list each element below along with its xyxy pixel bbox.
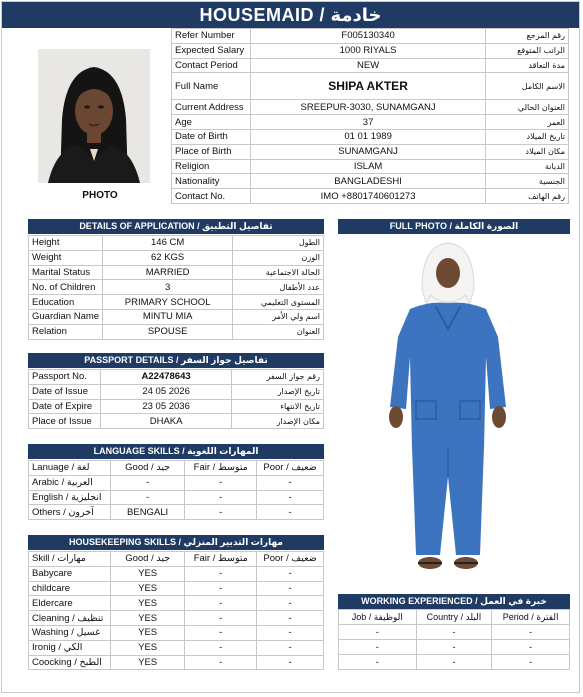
full-photo-heading: FULL PHOTO / الصورة الكاملة — [338, 219, 570, 234]
label-ar: العنوان الحالي — [486, 100, 569, 115]
table-row — [29, 655, 324, 670]
table-row — [29, 309, 324, 324]
cell: - — [339, 625, 417, 640]
full-body-photo — [338, 237, 570, 587]
cell: - — [257, 611, 324, 626]
cell: - — [257, 505, 324, 520]
column-header: Poor / ضعيف — [257, 461, 324, 476]
cell: - — [110, 475, 184, 490]
table-row — [29, 280, 324, 295]
photo-label: PHOTO — [82, 190, 118, 201]
cell: YES — [110, 581, 184, 596]
label-ar: مدة التعاقد — [486, 58, 569, 73]
label-ar: العمر — [486, 115, 569, 130]
table-row — [29, 265, 324, 280]
value: 23 05 2036 — [100, 399, 231, 414]
table-row — [29, 414, 324, 429]
table-row — [29, 236, 324, 251]
work-heading: WORKING EXPERIENCED / خبرة في العمل — [338, 594, 570, 609]
column-header: Good / جيد — [110, 552, 184, 567]
skill-name: Babycare — [29, 566, 111, 581]
table-header-row — [29, 552, 324, 567]
skill-name: childcare — [29, 581, 111, 596]
passport-photo — [38, 49, 150, 183]
cell: BENGALI — [110, 505, 184, 520]
label-ar: الطول — [233, 236, 324, 251]
table-row — [29, 596, 324, 611]
table-header-row — [29, 461, 324, 476]
skill-name: Eldercare — [29, 596, 111, 611]
value: 1000 RIYALS — [250, 43, 485, 58]
value: MARRIED — [103, 265, 233, 280]
cell: - — [492, 640, 570, 655]
label-ar: العنوان — [233, 324, 324, 339]
cell: YES — [110, 566, 184, 581]
table-row — [29, 490, 324, 505]
cell: - — [257, 655, 324, 670]
cell: - — [185, 475, 257, 490]
value: 01 01 1989 — [250, 129, 485, 144]
cell: - — [257, 640, 324, 655]
column-header: Poor / ضعيف — [257, 552, 324, 567]
table-row — [29, 384, 324, 399]
housekeeping-heading: HOUSEKEEPING SKILLS / مهارات التدبير المنزلي — [28, 535, 324, 550]
cell: - — [185, 505, 257, 520]
label: Date of Expire — [29, 399, 101, 414]
label-ar: تاريخ الميلاد — [486, 129, 569, 144]
table-row — [29, 640, 324, 655]
column-header: Good / جيد — [110, 461, 184, 476]
value: IMO +8801740601273 — [250, 189, 485, 204]
value: 37 — [250, 115, 485, 130]
profile-row-refer — [172, 29, 569, 44]
table-row — [29, 295, 324, 310]
value: 24 05 2026 — [100, 384, 231, 399]
label: Contact No. — [172, 189, 251, 204]
skill-name: Washing / غسيل — [29, 625, 111, 640]
label: Guardian Name — [29, 309, 103, 324]
cell: - — [185, 581, 257, 596]
cell: - — [416, 640, 492, 655]
skill-name: Ironig / الكي — [29, 640, 111, 655]
passport-number: A22478643 — [100, 370, 231, 385]
cell: - — [110, 490, 184, 505]
label-ar: رقم الهاتف — [486, 189, 569, 204]
language-name: English / انجليزية — [29, 490, 111, 505]
table-row — [339, 625, 570, 640]
passport-heading: PASSPORT DETAILS / تفاصيل جواز السفر — [28, 353, 324, 368]
label-ar: تاريخ الانتهاء — [232, 399, 324, 414]
label: Relation — [29, 324, 103, 339]
table-row — [29, 370, 324, 385]
label: Full Name — [172, 73, 251, 100]
label: Refer Number — [172, 29, 251, 44]
value: F005130340 — [250, 29, 485, 44]
cell: - — [257, 490, 324, 505]
value: SPOUSE — [103, 324, 233, 339]
label-ar: الحالة الاجتماعية — [233, 265, 324, 280]
profile-row-salary — [172, 43, 569, 58]
cell: YES — [110, 611, 184, 626]
cell: YES — [110, 625, 184, 640]
column-header: Period / الفترة — [492, 610, 570, 625]
value: SUNAMGANJ — [250, 144, 485, 159]
label-ar: رقم جواز السفر — [232, 370, 324, 385]
label: Education — [29, 295, 103, 310]
label: Weight — [29, 250, 103, 265]
label: Height — [29, 236, 103, 251]
cell: - — [339, 655, 417, 670]
profile-row-address — [172, 100, 569, 115]
column-header: Lanuage / لغة — [29, 461, 111, 476]
housekeeping-table — [28, 551, 324, 670]
label-ar: الجنسية — [486, 174, 569, 189]
cell: - — [492, 655, 570, 670]
cell: - — [185, 655, 257, 670]
cell: YES — [110, 596, 184, 611]
label: Place of Birth — [172, 144, 251, 159]
label-ar: الاسم الكامل — [486, 73, 569, 100]
value: BANGLADESHI — [250, 174, 485, 189]
value: SREEPUR-3030, SUNAMGANJ — [250, 100, 485, 115]
table-row — [29, 625, 324, 640]
table-row — [29, 324, 324, 339]
profile-row-dob — [172, 129, 569, 144]
cell: - — [185, 611, 257, 626]
label-ar: تاريخ الإصدار — [232, 384, 324, 399]
label: Contact Period — [172, 58, 251, 73]
label: Current Address — [172, 100, 251, 115]
profile-table — [171, 28, 569, 204]
column-header: Fair / متوسط — [185, 461, 257, 476]
label: Expected Salary — [172, 43, 251, 58]
cell: - — [257, 625, 324, 640]
cell: - — [257, 596, 324, 611]
profile-row-contact-period — [172, 58, 569, 73]
table-row — [29, 581, 324, 596]
label: Religion — [172, 159, 251, 174]
profile-row-nationality — [172, 174, 569, 189]
label-ar: الراتب المتوقع — [486, 43, 569, 58]
language-name: Others / آخرون — [29, 505, 111, 520]
cell: - — [257, 475, 324, 490]
table-header-row — [339, 610, 570, 625]
application-heading: DETAILS OF APPLICATION / تفاصيل التطبيق — [28, 219, 324, 234]
label-ar: الديانة — [486, 159, 569, 174]
page-title: HOUSEMAID / خادمة — [2, 2, 579, 28]
profile-row-pob — [172, 144, 569, 159]
profile-row-contact-no — [172, 189, 569, 204]
label-ar: الوزن — [233, 250, 324, 265]
column-header: Fair / متوسط — [185, 552, 257, 567]
profile-row-full-name — [172, 73, 569, 100]
table-row — [29, 505, 324, 520]
cell: - — [185, 490, 257, 505]
label-ar: مكان الإصدار — [232, 414, 324, 429]
cell: - — [257, 566, 324, 581]
skill-name: Cleaning / تنظيف — [29, 611, 111, 626]
cell: - — [416, 625, 492, 640]
full-name-value: SHIPA AKTER — [250, 73, 485, 100]
label: Date of Birth — [172, 129, 251, 144]
value: 146 CM — [103, 236, 233, 251]
column-header: Skill / مهارات — [29, 552, 111, 567]
table-row — [339, 640, 570, 655]
cell: YES — [110, 655, 184, 670]
cell: - — [339, 640, 417, 655]
application-table — [28, 235, 324, 340]
table-row — [29, 566, 324, 581]
label-ar: عدد الأطفال — [233, 280, 324, 295]
table-row — [29, 475, 324, 490]
cell: - — [185, 640, 257, 655]
cell: YES — [110, 640, 184, 655]
table-row — [29, 399, 324, 414]
language-name: Arabic / العربية — [29, 475, 111, 490]
value: DHAKA — [100, 414, 231, 429]
table-row — [29, 250, 324, 265]
value: PRIMARY SCHOOL — [103, 295, 233, 310]
language-table — [28, 460, 324, 520]
label-ar: اسم ولي الأمر — [233, 309, 324, 324]
label-ar: مكان الميلاد — [486, 144, 569, 159]
profile-row-age — [172, 115, 569, 130]
label: No. of Children — [29, 280, 103, 295]
cell: - — [492, 625, 570, 640]
value: NEW — [250, 58, 485, 73]
cell: - — [416, 655, 492, 670]
cell: - — [185, 625, 257, 640]
label: Age — [172, 115, 251, 130]
table-row — [339, 655, 570, 670]
label: Place of Issue — [29, 414, 101, 429]
value: 3 — [103, 280, 233, 295]
value: ISLAM — [250, 159, 485, 174]
language-heading: LANGUAGE SKILLS / المهارات اللغوية — [28, 444, 324, 459]
table-row — [29, 611, 324, 626]
work-table — [338, 609, 570, 670]
label: Passport No. — [29, 370, 101, 385]
label-ar: رقم المرجع — [486, 29, 569, 44]
column-header: Country / البلد — [416, 610, 492, 625]
label: Date of Issue — [29, 384, 101, 399]
profile-row-religion — [172, 159, 569, 174]
label: Marital Status — [29, 265, 103, 280]
skill-name: Coocking / الطبخ — [29, 655, 111, 670]
cell: - — [185, 596, 257, 611]
cell: - — [257, 581, 324, 596]
cell: - — [185, 566, 257, 581]
label: Nationality — [172, 174, 251, 189]
passport-table — [28, 369, 324, 429]
column-header: Job / الوظيفة — [339, 610, 417, 625]
value: MINTU MIA — [103, 309, 233, 324]
label-ar: المستوى التعليمي — [233, 295, 324, 310]
value: 62 KGS — [103, 250, 233, 265]
